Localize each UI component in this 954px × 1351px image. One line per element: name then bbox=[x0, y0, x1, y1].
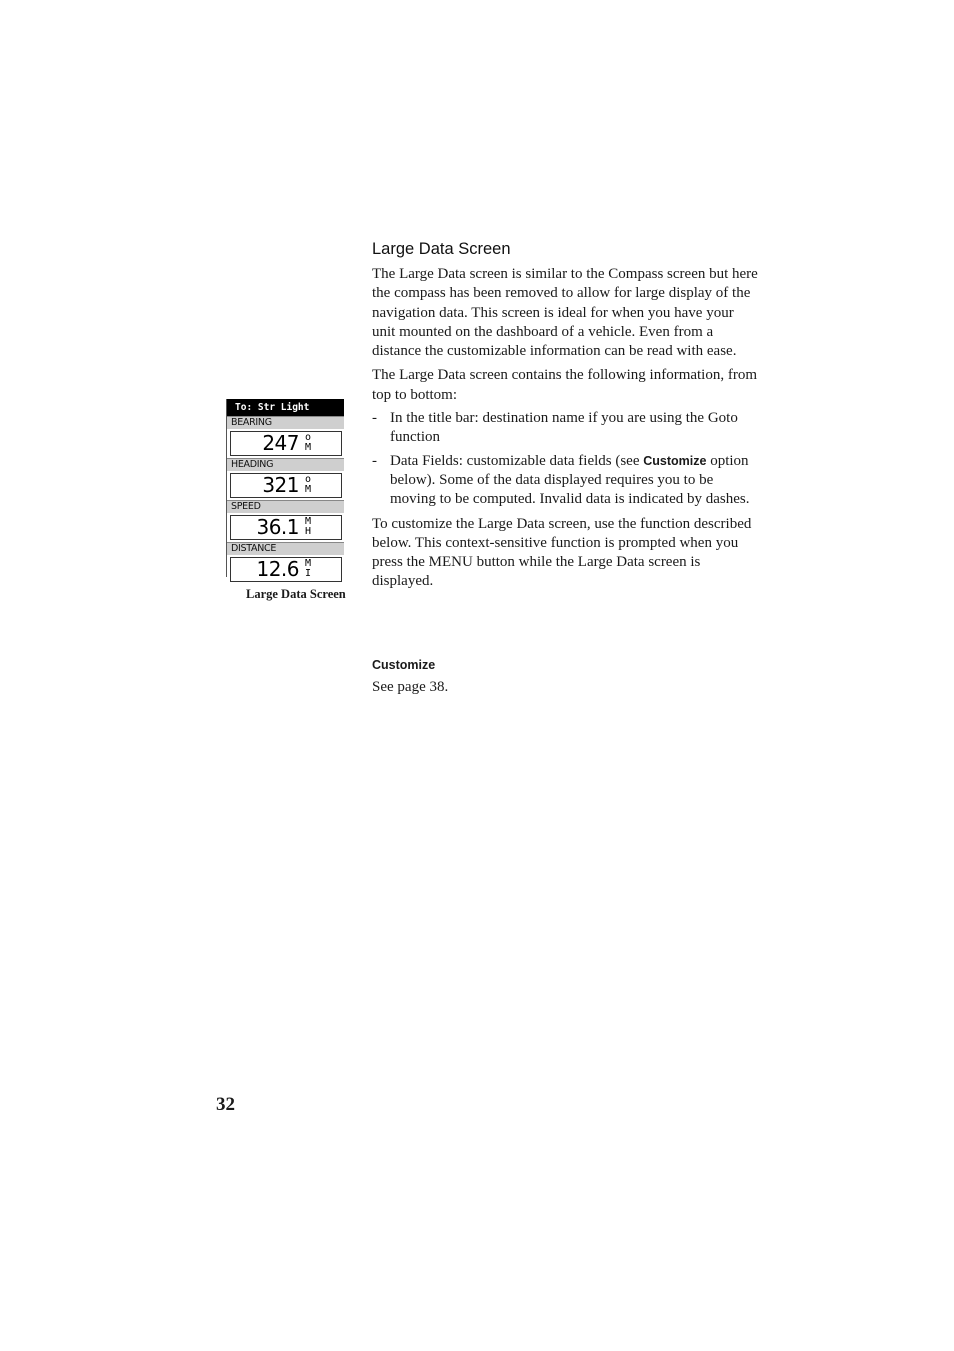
field-value: 36.1 bbox=[256, 515, 299, 539]
field-label: SPEED bbox=[227, 500, 344, 513]
see-page-reference: See page 38. bbox=[372, 679, 449, 695]
page-number: 32 bbox=[216, 1094, 235, 1115]
list-item bbox=[372, 452, 758, 510]
large-data-screen-figure bbox=[226, 399, 344, 581]
field-unit: M H bbox=[304, 516, 312, 537]
section-heading: Large Data Screen bbox=[372, 240, 511, 258]
field-value: 321 bbox=[262, 473, 299, 497]
body-text bbox=[372, 265, 758, 592]
bullet-dash: - bbox=[372, 410, 377, 427]
bullet-text: In the title bar: destination name if you are using the Goto function bbox=[390, 410, 738, 446]
field-unit: o M bbox=[304, 432, 312, 453]
customize-paragraph: To customize the Large Data screen, use the function described below. This context-sensitive function is prompted when you press the MENU button while the Large Data screen is displayed. bbox=[372, 515, 752, 590]
field-box bbox=[230, 473, 342, 498]
field-label: HEADING bbox=[227, 458, 344, 471]
figure-caption: Large Data Screen bbox=[246, 587, 346, 601]
field-box bbox=[230, 557, 342, 582]
data-field bbox=[227, 500, 344, 540]
data-field bbox=[227, 416, 344, 456]
contents-paragraph: The Large Data screen contains the following information, from top to bottom: bbox=[372, 367, 758, 403]
customize-option-ref: Customize bbox=[643, 453, 707, 468]
list-item bbox=[372, 409, 758, 448]
customize-subheading: Customize bbox=[372, 658, 436, 672]
field-label: DISTANCE bbox=[227, 542, 344, 555]
data-field bbox=[227, 458, 344, 498]
bullet-text-start: Data Fields: customizable data fields (see bbox=[390, 452, 644, 469]
data-field bbox=[227, 542, 344, 582]
device-title-bar: To: Str Light bbox=[227, 399, 344, 416]
bullet-dash: - bbox=[372, 452, 377, 469]
field-value: 12.6 bbox=[256, 557, 299, 581]
bullet-text-end: option below). Some of the data displayed requires you to be moving to be computed. Invalid data is indicated by dashes. bbox=[390, 452, 750, 508]
field-unit: o M bbox=[304, 474, 312, 495]
field-box bbox=[230, 515, 342, 540]
field-box bbox=[230, 431, 342, 456]
bullet-text bbox=[390, 452, 758, 510]
intro-paragraph: The Large Data screen is similar to the Compass screen but here the compass has been removed to allow for large display of the navigation data. This screen is ideal for when you have your unit mounted on the dashboard of a vehicle. Even from a distance the customizable information can be read with ease. bbox=[372, 266, 758, 360]
field-value: 247 bbox=[262, 431, 299, 455]
field-label: BEARING bbox=[227, 416, 344, 429]
field-unit: M I bbox=[304, 558, 312, 579]
